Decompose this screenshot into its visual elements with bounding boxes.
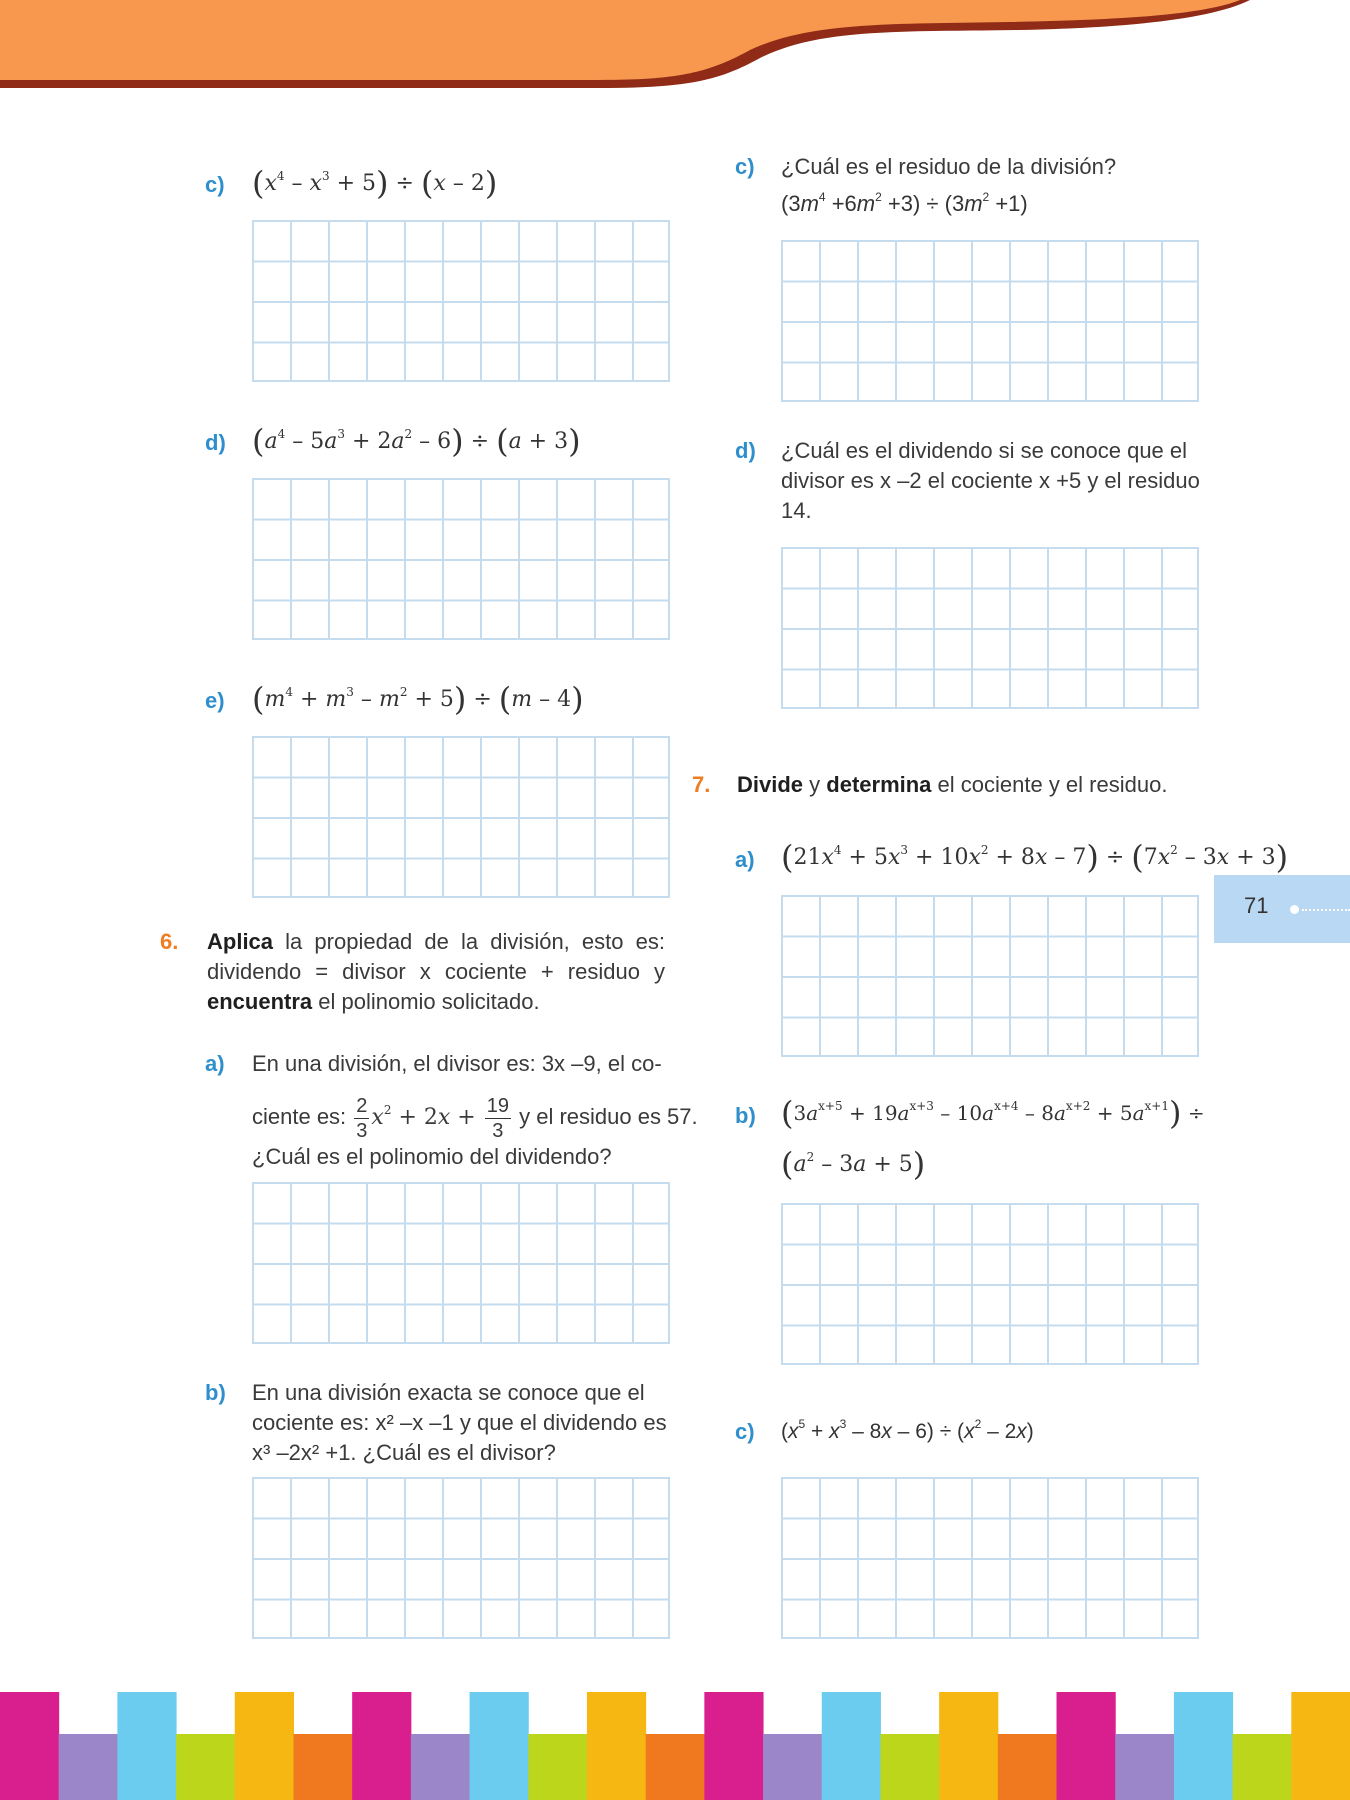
footer-stripe <box>939 1692 998 1800</box>
exercise-7-number: 7. <box>692 772 711 797</box>
left-item-c-label: c) <box>205 172 225 197</box>
footer-stripe <box>235 1692 294 1800</box>
header-wave-decoration <box>0 0 1350 100</box>
footer-stripe <box>293 1734 352 1800</box>
footer-stripe <box>880 1734 939 1800</box>
exercise-6a-line-2-suffix: y el residuo es 57. <box>512 1104 698 1129</box>
left-item-e-expression: $(m^4 + m^3 - m^2 + 5) \div (m - 4)$ <box>252 680 584 718</box>
exercise-6a-label: a) <box>205 1051 225 1076</box>
page-dot-icon <box>1290 905 1299 914</box>
exercise-6a-line-2: ciente es: $\frac{2}{3}$ $x^2 + 2x$ + $\frac{19}{3}$ y el residuo es 57. <box>252 1094 698 1142</box>
fraction-2-numerator: 19 <box>486 1094 509 1117</box>
right-item-d-answer-grid[interactable] <box>781 547 1199 709</box>
exercise-6-number: 6. <box>160 929 179 954</box>
exercise-7-text-1: y <box>803 772 827 797</box>
right-item-d-line-1: ¿Cuál es el dividendo si se conoce que el <box>781 438 1188 463</box>
page-dotted-line <box>1302 909 1350 911</box>
exercise-6b-line-3: x³ –2x² +1. ¿Cuál es el divisor? <box>252 1440 556 1465</box>
right-item-d-label: d) <box>735 438 756 463</box>
footer-stripe <box>352 1692 411 1800</box>
left-item-e-label: e) <box>205 688 225 713</box>
footer-stripe <box>822 1692 881 1800</box>
left-item-d-label: d) <box>205 430 226 455</box>
exercise-6b-line-1: En una división exacta se conoce que el <box>252 1380 645 1405</box>
page-number-tab <box>1214 875 1350 943</box>
exercise-6a-answer-grid[interactable] <box>252 1182 670 1344</box>
exercise-6-verb-aplica: Aplica <box>207 929 274 954</box>
footer-stripe <box>0 1692 59 1800</box>
right-item-d-line-2: divisor es x –2 el cociente x +5 y el residuo <box>781 468 1200 493</box>
footer-stripe <box>587 1692 646 1800</box>
left-item-d-answer-grid[interactable] <box>252 478 670 640</box>
exercise-7-instructions <box>737 770 1217 800</box>
exercise-6-text-1: la propiedad de la división, esto es: dividendo = divisor x cociente + residuo y <box>207 929 665 984</box>
left-item-e-answer-grid[interactable] <box>252 736 670 898</box>
left-item-d-expression: $(a^4 - 5a^3 + 2a^2 - 6) \div (a + 3)$ <box>252 422 581 460</box>
exercise-7a-expression: $(21x^4 + 5x^3 + 10x^2 + 8x - 7) \div (7x^2 - 3x + 3)$ <box>781 838 1289 876</box>
exercise-6a-line-3: ¿Cuál es el polinomio del dividendo? <box>252 1144 612 1169</box>
exercise-7-verb-divide: Divide <box>737 772 804 797</box>
footer-stripe <box>528 1734 587 1800</box>
exercise-7b-expression-line-2: $(a^2 - 3a + 5)$ <box>781 1145 926 1183</box>
right-item-c-answer-grid[interactable] <box>781 240 1199 402</box>
exercise-6a-line-2-prefix: ciente es: <box>252 1104 353 1129</box>
exercise-7c-label: c) <box>735 1419 755 1444</box>
footer-stripe <box>411 1734 470 1800</box>
right-item-c-question: ¿Cuál es el residuo de la división? <box>781 154 1117 179</box>
footer-stripe <box>1233 1734 1292 1800</box>
fraction-nineteen-thirds <box>485 1094 511 1143</box>
exercise-7c-answer-grid[interactable] <box>781 1477 1199 1639</box>
right-item-d-line-3: 14. <box>781 498 812 523</box>
exercise-7a-answer-grid[interactable] <box>781 895 1199 1057</box>
right-item-c-expression: $(3m^4 +6m^2 +3) \div (3m^2 +1)$ <box>781 190 1028 216</box>
footer-stripe <box>1115 1734 1174 1800</box>
footer-stripe <box>1057 1692 1116 1800</box>
exercise-7c-expression: $(x^5 + x^3 - 8x - 6) \div (x^2 - 2x)$ <box>781 1417 1034 1443</box>
exercise-7b-expression-line-1: $(3a^{x+5} + 19a^{x+3} - 10a^{x+4} - 8a^{x+2} + 5a^{x+1})$ ÷ <box>781 1094 1205 1132</box>
footer-stripes-decoration <box>0 1692 1350 1800</box>
footer-stripe <box>998 1734 1057 1800</box>
footer-stripe <box>470 1692 529 1800</box>
exercise-6-verb-encuentra: encuentra <box>207 989 313 1014</box>
exercise-6a-line-1: En una división, el divisor es: 3x –9, el co- <box>252 1051 662 1076</box>
fraction-1-denominator: 3 <box>356 1119 368 1142</box>
exercise-7b-label: b) <box>735 1103 756 1128</box>
footer-stripe <box>763 1734 822 1800</box>
exercise-7-verb-determina: determina <box>826 772 932 797</box>
fraction-1-numerator: 2 <box>356 1094 368 1117</box>
footer-stripe <box>704 1692 763 1800</box>
exercise-7a-label: a) <box>735 847 755 872</box>
footer-stripe <box>1174 1692 1233 1800</box>
footer-stripe <box>1291 1692 1350 1800</box>
left-item-c-answer-grid[interactable] <box>252 220 670 382</box>
exercise-6b-line-2: cociente es: x² –x –1 y que el dividendo es <box>252 1410 667 1435</box>
exercise-6b-label: b) <box>205 1380 226 1405</box>
exercise-7b-answer-grid[interactable] <box>781 1203 1199 1365</box>
page-number: 71 <box>1244 893 1269 918</box>
footer-stripe <box>117 1692 176 1800</box>
footer-stripe <box>646 1734 705 1800</box>
left-item-c-expression: $(x^4 - x^3 + 5) \div (x - 2)$ <box>252 164 498 202</box>
exercise-7-text-2: el cociente y el residuo. <box>931 772 1168 797</box>
exercise-6-instructions <box>207 927 665 1017</box>
fraction-2-denominator: 3 <box>492 1119 504 1142</box>
fraction-two-thirds <box>354 1094 369 1143</box>
exercise-6-text-2: el polinomio solicitado. <box>312 989 540 1014</box>
exercise-6b-answer-grid[interactable] <box>252 1477 670 1639</box>
footer-stripe <box>176 1734 235 1800</box>
right-item-c-label: c) <box>735 154 755 179</box>
footer-stripe <box>59 1734 118 1800</box>
